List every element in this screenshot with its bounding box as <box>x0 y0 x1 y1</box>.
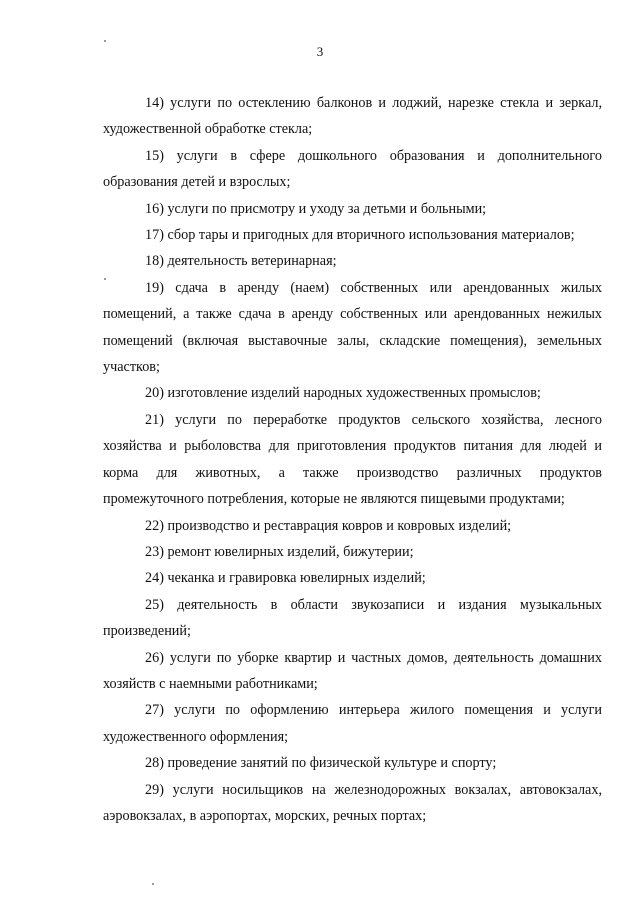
list-item: 19) сдача в аренду (наем) собственных или арендованных жилых помещений, а также сдача в аренду собственных или арендованных нежилых помещений (включая выставочные залы, складские помещения), земельных участков; <box>103 279 602 376</box>
list-item: 24) чеканка и гравировка ювелирных изделий; <box>145 570 426 587</box>
list-item: 23) ремонт ювелирных изделий, бижутерии; <box>145 543 414 560</box>
list-item: 28) проведение занятий по физической культуре и спорту; <box>145 755 497 772</box>
list-item: 17) сбор тары и пригодных для вторичного использования материалов; <box>145 227 575 244</box>
list-item: 27) услуги по оформлению интерьера жилого помещения и услуги художественного оформления; <box>103 702 602 745</box>
list-item: 16) услуги по присмотру и уходу за детьми и больными; <box>145 200 487 217</box>
list-item: 14) услуги по остеклению балконов и лоджий, нарезке стекла и зеркал, художественной обработке стекла; <box>103 95 602 138</box>
list-item: 22) производство и реставрация ковров и ковровых изделий; <box>145 517 512 534</box>
list-item: 26) услуги по уборке квартир и частных домов, деятельность домашних хозяйств с наемными работниками; <box>103 649 602 692</box>
scan-artifact <box>152 883 154 885</box>
list-item: 21) услуги по переработке продуктов сельского хозяйства, лесного хозяйства и рыболовства для приготовления продуктов питания для людей и корма для животных, а также производство различных продуктов промежуточного потребления, которые не являются пищевыми продуктами; <box>103 411 602 508</box>
page-number: 3 <box>316 44 324 59</box>
list-content <box>103 90 602 829</box>
list-item: 29) услуги носильщиков на железнодорожных вокзалах, автовокзалах, аэровокзалах, в аэропортах, морских, речных портах; <box>103 781 602 824</box>
list-item: 18) деятельность ветеринарная; <box>145 253 337 270</box>
list-item: 20) изготовление изделий народных художественных промыслов; <box>145 385 541 402</box>
scan-artifact <box>104 40 106 42</box>
list-item: 25) деятельность в области звукозаписи и издания музыкальных произведений; <box>103 596 602 640</box>
list-item: 15) услуги в сфере дошкольного образования и дополнительного образования детей и взрослых; <box>103 147 602 191</box>
